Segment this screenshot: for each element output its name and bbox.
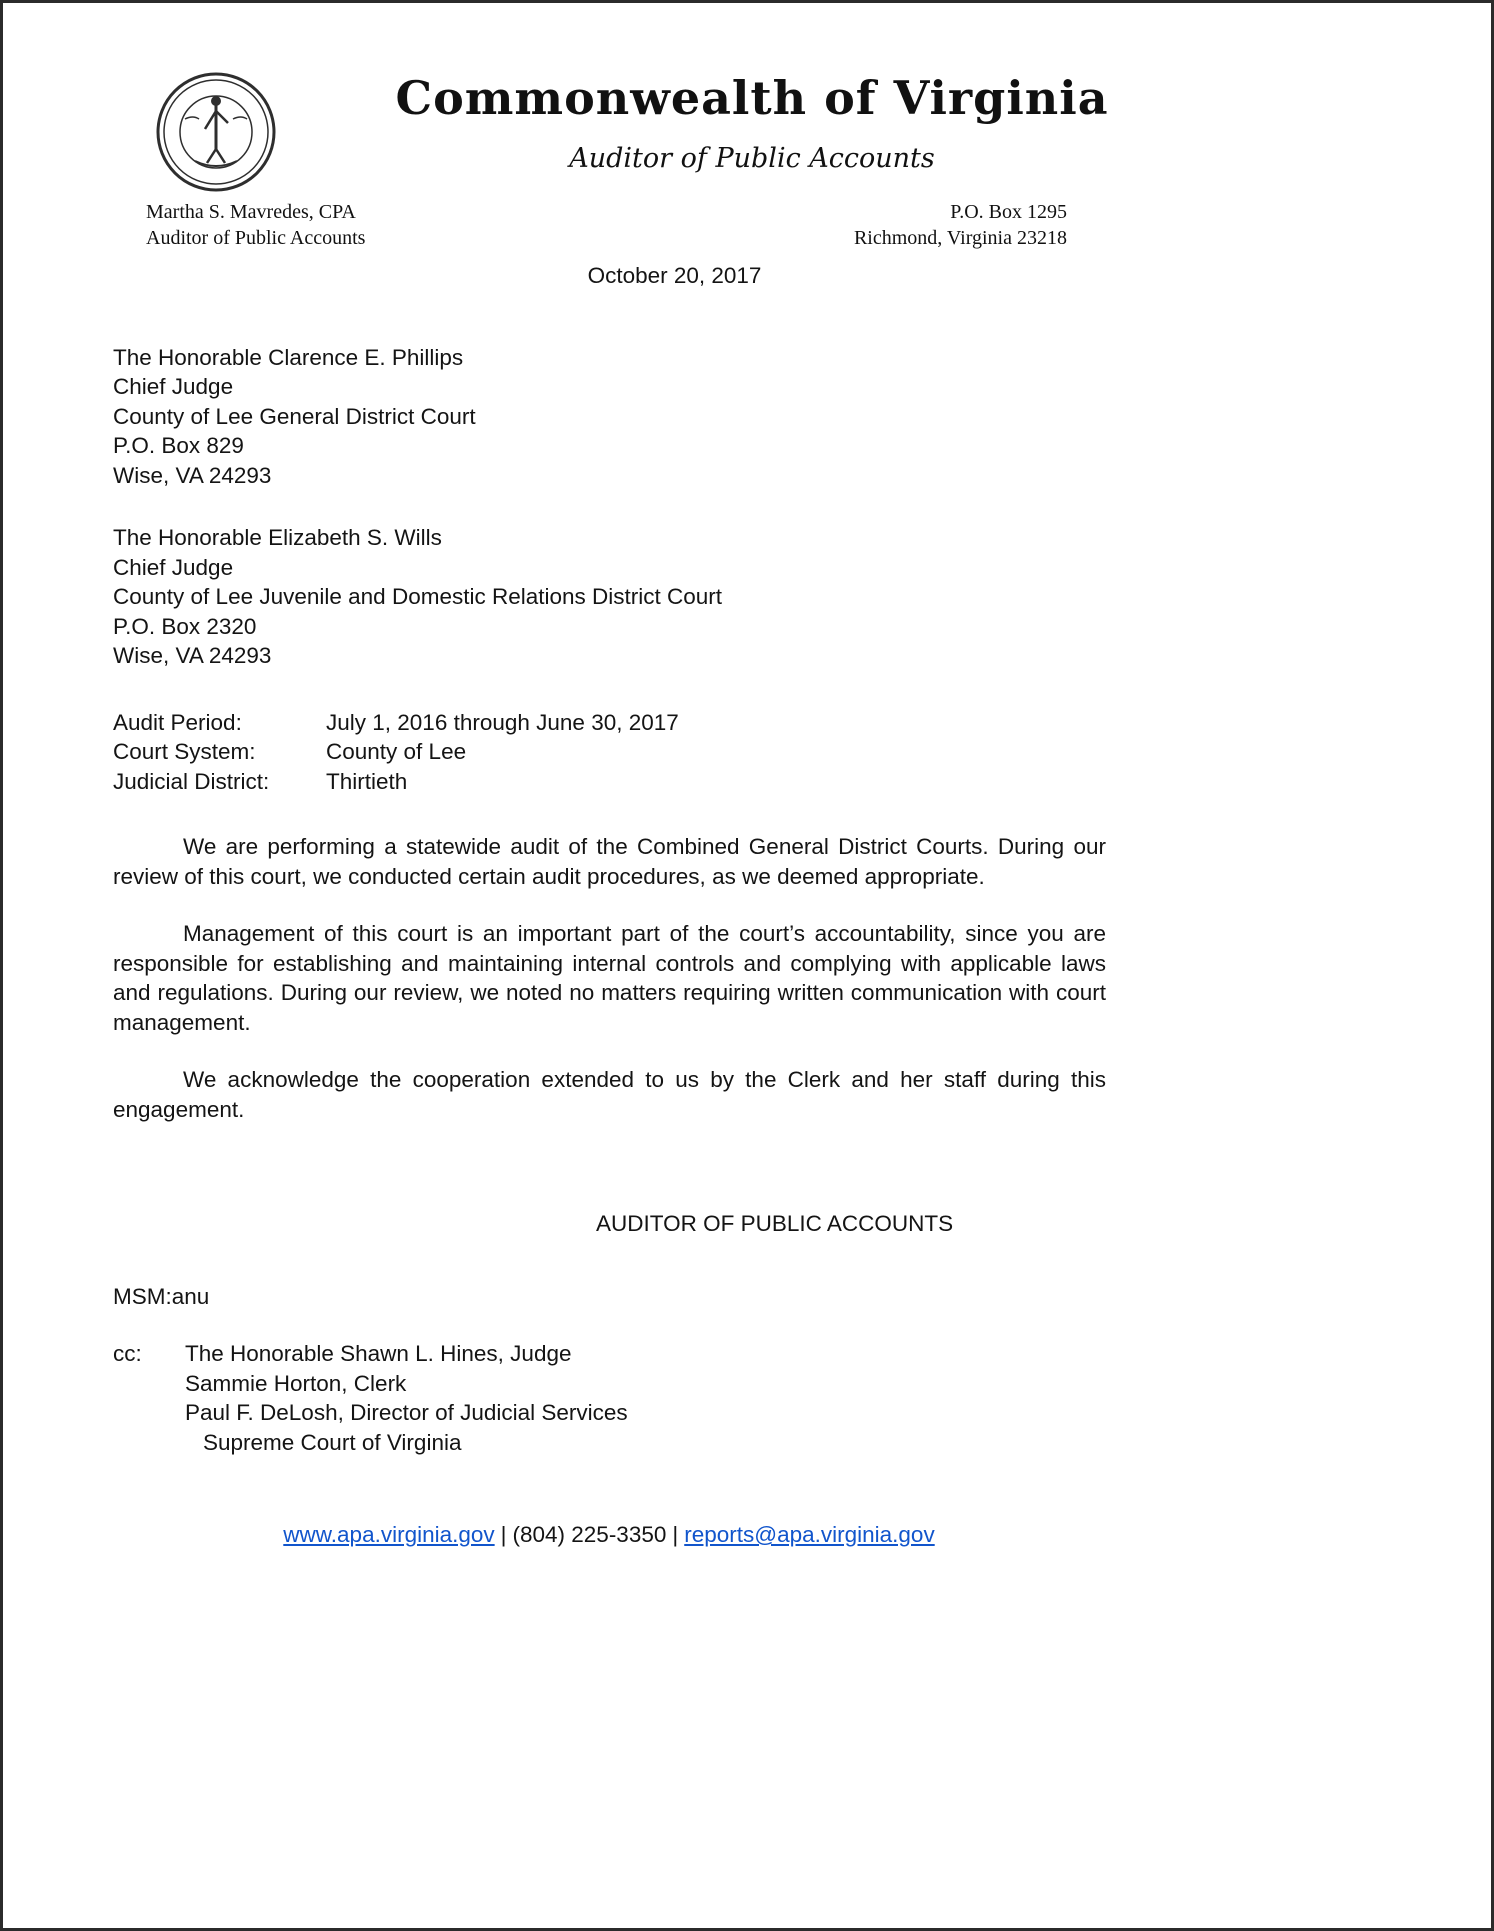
signature-block: AUDITOR OF PUBLIC ACCOUNTS: [596, 1211, 954, 1236]
letter-date: October 20, 2017: [587, 263, 762, 288]
recipient-line: Wise, VA 24293: [113, 462, 272, 488]
recipient-line: Chief Judge: [113, 554, 234, 580]
cc-label: cc:: [113, 1341, 142, 1366]
recipient-line: Wise, VA 24293: [113, 643, 272, 668]
recipient-line: County of Lee Juvenile and Domestic Relations District Court: [113, 584, 723, 609]
footer-separator: |: [672, 1522, 679, 1547]
footer-separator: |: [500, 1522, 507, 1547]
letterhead-org-title: Commonwealth of Virginia: [395, 71, 1109, 125]
cc-line: The Honorable Shawn L. Hines, Judge: [185, 1341, 572, 1366]
letterhead-address: [854, 199, 1067, 251]
cc-block: [113, 1339, 1106, 1457]
website-link[interactable]: www.apa.virginia.gov: [283, 1522, 495, 1547]
audit-info-row: [113, 708, 1106, 738]
cc-lines: [185, 1339, 628, 1457]
audit-info-label: Audit Period:: [113, 709, 242, 735]
email-link[interactable]: reports@apa.virginia.gov: [684, 1522, 935, 1547]
cc-line: Paul F. DeLosh, Director of Judicial Services: [185, 1400, 628, 1425]
cc-line: Sammie Horton, Clerk: [185, 1370, 407, 1396]
virginia-seal-icon: [155, 71, 277, 193]
audit-info-value: July 1, 2016 through June 30, 2017: [326, 709, 679, 735]
recipient-block-2: [113, 523, 1106, 671]
recipient-line: Chief Judge: [113, 374, 234, 399]
recipient-line: P.O. Box 829: [113, 433, 244, 458]
letterhead-official: [146, 199, 365, 251]
recipient-block-1: [113, 343, 1106, 491]
audit-info-value: County of Lee: [326, 739, 467, 764]
cc-line: Supreme Court of Virginia: [203, 1429, 462, 1455]
address-line-2: Richmond, Virginia 23218: [853, 227, 1067, 249]
recipient-line: The Honorable Clarence E. Phillips: [113, 344, 464, 370]
audit-info-row: [113, 767, 1106, 797]
letterhead: [3, 3, 1491, 249]
reference-initials: MSM:anu: [113, 1283, 210, 1309]
audit-info-row: [113, 737, 1106, 767]
official-title: Auditor of Public Accounts: [146, 227, 366, 249]
paragraph: Management of this court is an important part of the court’s accountability, since you are responsible for establishing and maintaining internal controls and complying with applicable laws and regulations. During our review, we noted no matters requiring written communication with court management.: [113, 921, 1106, 1035]
letterhead-dept-title: Auditor of Public Accounts: [569, 143, 935, 174]
official-name: Martha S. Mavredes, CPA: [146, 201, 356, 223]
paragraph: We acknowledge the cooperation extended to us by the Clerk and her staff during this engagement.: [113, 1067, 1106, 1122]
phone-number: (804) 225-3350: [512, 1522, 667, 1547]
letter-footer: [3, 1522, 1215, 1548]
recipient-line: The Honorable Elizabeth S. Wills: [113, 525, 442, 550]
letter-paragraphs: [113, 832, 1106, 1124]
address-line-1: P.O. Box 1295: [950, 201, 1067, 223]
audit-info-value: Thirtieth: [326, 768, 408, 794]
recipient-line: County of Lee General District Court: [113, 403, 476, 429]
letter-body: [3, 261, 1491, 1457]
audit-info-block: [113, 708, 1106, 797]
audit-info-label: Judicial District:: [113, 768, 270, 794]
audit-info-label: Court System:: [113, 739, 256, 764]
recipient-line: P.O. Box 2320: [113, 613, 257, 639]
paragraph: We are performing a statewide audit of the Combined General District Courts. During our review of this court, we conducted certain audit procedures, as we deemed appropriate.: [113, 834, 1106, 889]
